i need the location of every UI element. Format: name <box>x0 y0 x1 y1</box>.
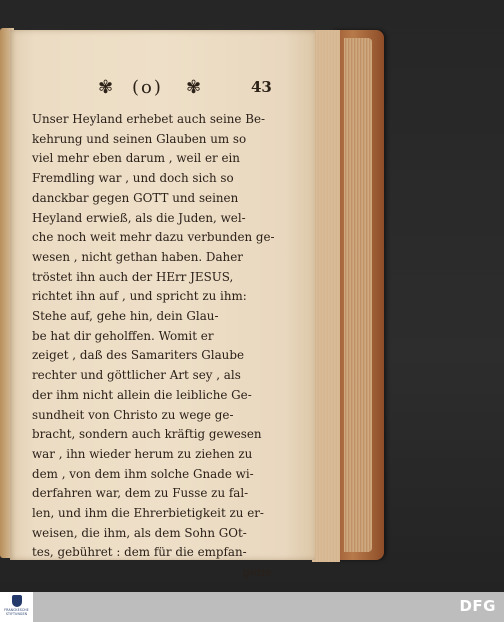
text-line: zeiget , daß des Samariters Glaube <box>32 348 244 363</box>
text-line: len, und ihm die Ehrerbietigkeit zu er- <box>32 506 264 521</box>
ornament-left-icon: ✾ <box>98 77 114 98</box>
library-logo[interactable] <box>0 592 33 622</box>
text-line: sundheit von Christo zu wege ge- <box>32 407 234 422</box>
text-line: wesen , nicht gethan haben. Daher <box>32 249 243 264</box>
text-line: viel mehr eben darum , weil er ein <box>32 151 240 166</box>
page-number: 43 <box>251 78 272 96</box>
text-line: rechter und göttlicher Art sey , als <box>32 368 241 383</box>
text-line: kehrung und seinen Glauben um so <box>32 131 247 146</box>
text-line: Stehe auf, gehe hin, dein Glau- <box>32 309 219 324</box>
text-line: weisen, die ihm, als dem Sohn GOt- <box>32 525 247 540</box>
library-emblem-icon <box>12 595 22 607</box>
text-line: tröstet ihn auch der HErr JESUS, <box>32 269 234 284</box>
text-line: bracht, sondern auch kräftig gewesen <box>32 427 262 442</box>
body-text <box>32 110 275 583</box>
library-logo-text: FRANCKESCHE STIFTUNGEN <box>4 608 29 616</box>
text-line: der ihm nicht allein die leibliche Ge- <box>32 387 252 402</box>
page-edges <box>312 30 340 562</box>
text-line: be hat dir geholffen. Womit er <box>32 328 214 343</box>
dfg-logo[interactable]: DFG <box>459 597 496 615</box>
text-line: derfahren war, dem zu Fusse zu fal- <box>32 486 249 501</box>
text-line: war , ihn wieder herum zu ziehen zu <box>32 446 253 461</box>
book-page <box>10 30 315 580</box>
book-cover-edge <box>344 38 372 552</box>
ornament-right-icon: ✾ <box>186 77 202 98</box>
text-line: dem , von dem ihm solche Gnade wi- <box>32 466 254 481</box>
text-line: danckbar gegen GOTT und seinen <box>32 190 239 205</box>
text-line: Heyland erwieß, als die Juden, wel- <box>32 210 246 225</box>
text-line: che noch weit mehr dazu verbunden ge- <box>32 230 275 245</box>
signature-mark: (o) <box>132 77 163 98</box>
catchword: gene <box>242 565 272 580</box>
text-line: richtet ihn auf , und spricht zu ihm: <box>32 289 247 304</box>
text-line: tes, gebühret : dem für die empfan- <box>32 545 247 560</box>
text-line: Fremdling war , und doch sich so <box>32 171 234 186</box>
page-header <box>10 77 330 101</box>
text-line: Unser Heyland erhebet auch seine Be- <box>32 112 266 126</box>
viewer-footer-bar <box>0 592 504 622</box>
